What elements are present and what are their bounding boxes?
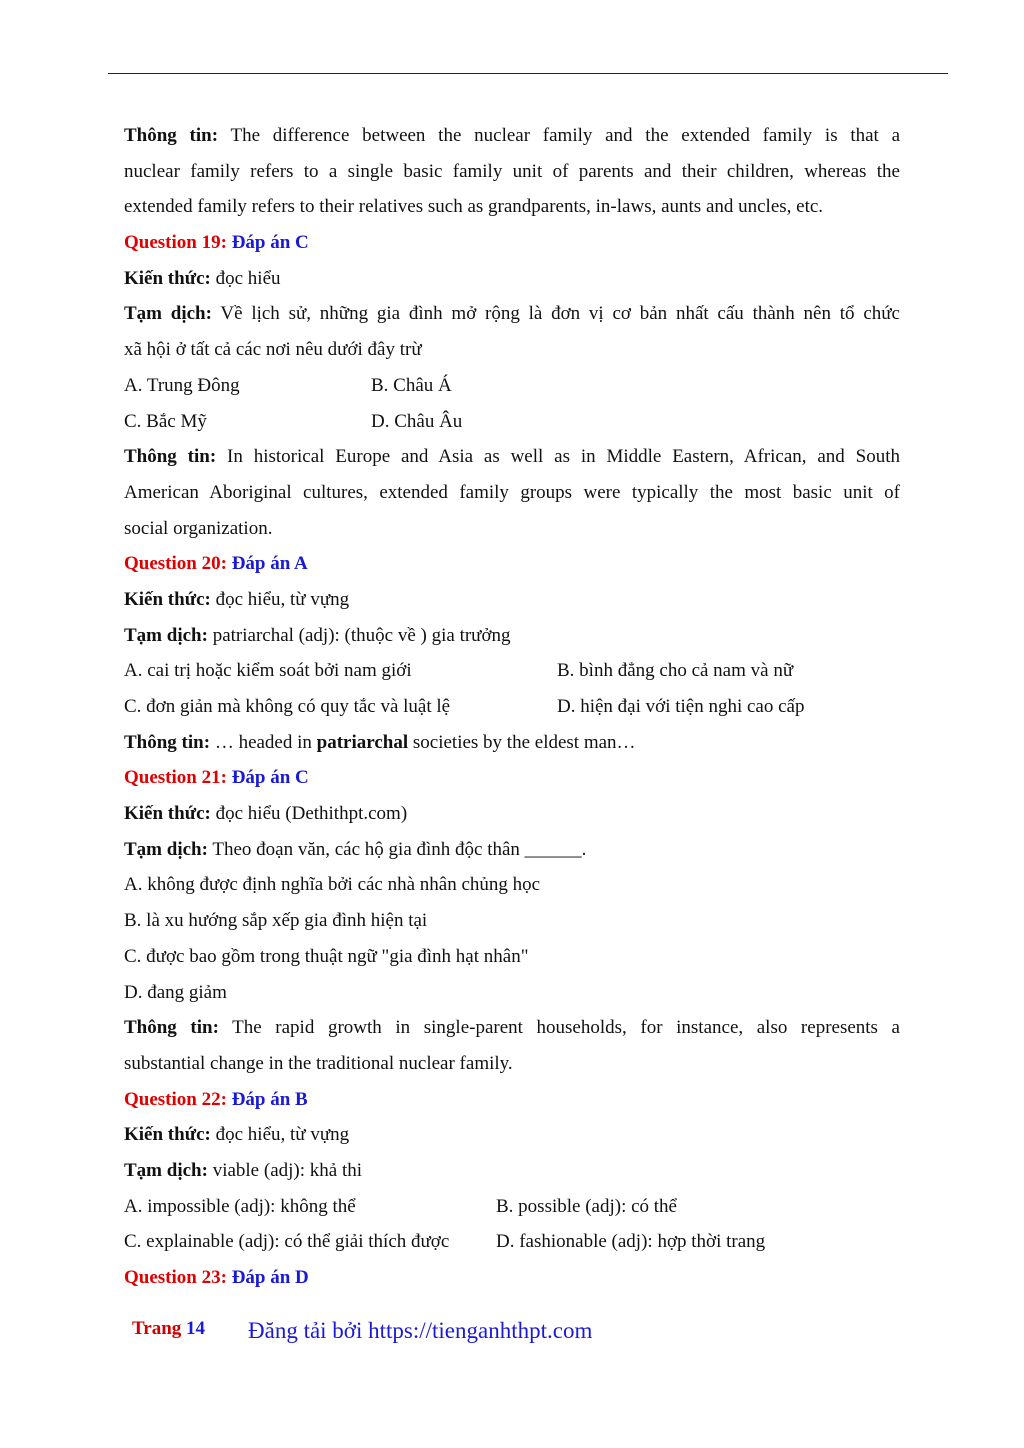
option-a: A. Trung Đông	[124, 374, 240, 396]
option-b: B. Châu Á	[371, 374, 452, 396]
upload-credit-link[interactable]: Đăng tải bởi https://tienganhthpt.com	[248, 1318, 593, 1343]
translation-line: Tạm dịch: patriarchal (adj): (thuộc về ) gia trưởng	[124, 624, 511, 646]
option-c: C. đơn giản mà không có quy tắc và luật lệ	[124, 696, 451, 717]
option-c: C. được bao gồm trong thuật ngữ "gia đình hạt nhân"	[124, 945, 529, 967]
option-d: D. đang giảm	[124, 981, 227, 1003]
option-row	[124, 368, 900, 404]
translation-line: xã hội ở tất cả các nơi nêu dưới đây trừ	[124, 339, 422, 361]
question-heading-19: Question 19: Đáp án C	[124, 232, 309, 254]
question-heading-22: Question 22: Đáp án B	[124, 1088, 308, 1110]
option-d: D. Châu Âu	[371, 410, 463, 432]
page-number: Trang 14	[132, 1318, 206, 1339]
document-body	[124, 118, 900, 1296]
knowledge-line: Kiến thức: đọc hiểu	[124, 267, 281, 289]
knowledge-line: Kiến thức: đọc hiểu (Dethithpt.com)	[124, 803, 408, 825]
question-heading-20: Question 20: Đáp án A	[124, 553, 308, 575]
option-c: C. Bắc Mỹ	[124, 410, 207, 432]
option-b: B. bình đẳng cho cả nam và nữ	[557, 660, 794, 682]
info-paragraph-line: American Aboriginal cultures, extended family groups were typically the most basic unit of	[124, 481, 900, 503]
info-paragraph-line: substantial change in the traditional nuclear family.	[124, 1052, 513, 1074]
option-a: A. không được định nghĩa bởi các nhà nhân chủng học	[124, 874, 541, 896]
question-heading-21: Question 21: Đáp án C	[124, 767, 309, 789]
knowledge-line: Kiến thức: đọc hiểu, từ vựng	[124, 1124, 350, 1146]
translation-line: Tạm dịch: viable (adj): khả thi	[124, 1159, 362, 1181]
info-paragraph-line: extended family refers to their relatives such as grandparents, in-laws, aunts and uncles, etc.	[124, 196, 824, 218]
translation-line: Tạm dịch: Theo đoạn văn, các hộ gia đình độc thân ______.	[124, 838, 587, 860]
question-heading-23: Question 23: Đáp án D	[124, 1267, 309, 1288]
info-paragraph: Thông tin: In historical Europe and Asia as well as in Middle Eastern, African, and South	[124, 446, 900, 468]
option-row	[124, 404, 900, 440]
info-paragraph-line: social organization.	[124, 517, 273, 539]
option-row	[124, 1189, 900, 1225]
translation-line: Tạm dịch: Về lịch sử, những gia đình mở rộng là đơn vị cơ bản nhất cấu thành nên tổ chức	[124, 303, 900, 325]
knowledge-line: Kiến thức: đọc hiểu, từ vựng	[124, 588, 350, 610]
option-row	[124, 653, 900, 689]
option-a: A. cai trị hoặc kiểm soát bởi nam giới	[124, 660, 412, 682]
header-rule	[108, 73, 948, 74]
info-paragraph: Thông tin: The rapid growth in single-parent households, for instance, also represents a	[124, 1017, 900, 1039]
info-line: Thông tin: … headed in patriarchal societies by the eldest man…	[124, 731, 636, 753]
option-b: B. possible (adj): có thể	[496, 1195, 677, 1217]
info-paragraph-line: nuclear family refers to a single basic family unit of parents and their children, whereas the	[124, 160, 900, 182]
option-d: D. fashionable (adj): hợp thời trang	[496, 1231, 766, 1253]
option-row	[124, 689, 900, 725]
option-b: B. là xu hướng sắp xếp gia đình hiện tại	[124, 910, 428, 932]
info-paragraph: Thông tin: The difference between the nuclear family and the extended family is that a	[124, 125, 900, 146]
option-d: D. hiện đại với tiện nghi cao cấp	[557, 696, 805, 717]
option-row	[124, 1224, 900, 1260]
option-a: A. impossible (adj): không thể	[124, 1195, 356, 1217]
option-c: C. explainable (adj): có thể giải thích được	[124, 1231, 450, 1253]
page-footer	[0, 1315, 1024, 1347]
